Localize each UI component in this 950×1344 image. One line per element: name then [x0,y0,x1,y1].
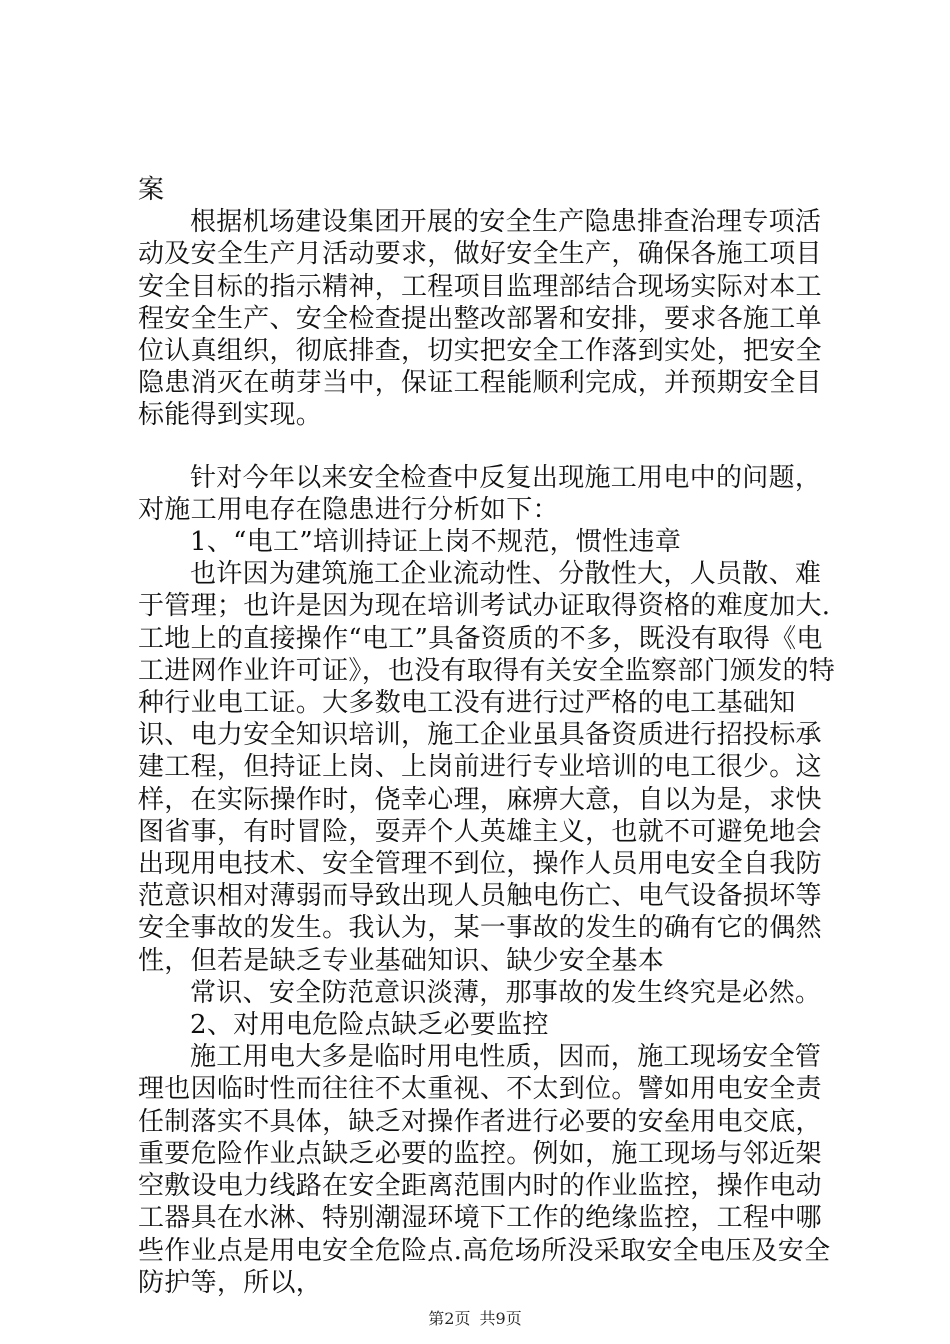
page-footer [0,1306,950,1329]
section-heading-2: 2、对用电危险点缺乏必要监控 [190,1010,549,1041]
paragraph-analysis-intro: 针对今年以来安全检查中反复出现施工用电中的问题，对施工用电存在隐患进行分析如下： [138,462,822,525]
page-number: 第2页 [428,1309,471,1328]
paragraph-intro: 根据机场建设集团开展的安全生产隐患排查治理专项活动及安全生产月活动要求，做好安全生产，确保各施工项目安全目标的指示精神，工程项目监理部结合现场实际对本工程安全生产、安全检查提出整改部署和安排，要求各施工单位认真组织，彻底排查，切实把安全工作落到实处，把安全隐患消灭在萌芽当中，保证工程能顺利完成，并预期安全目标能得到实现。 [138,207,822,431]
section-heading-1: 1、“电工”培训持证上岗不规范，惯性违章 [190,527,682,558]
paragraph-conclusion: 常识、安全防范意识淡薄，那事故的发生终究是必然。 [190,977,822,1008]
paragraph-spacer [138,432,838,462]
carry-over-line: 案 [138,175,165,205]
page-total: 共9页 [479,1309,522,1328]
paragraph-electrician-training: 也许因为建筑施工企业流动性、分散性大，人员散、难于管理；也许是因为现在培训考试办证取得资格的难度加大.工地上的直接操作“电工”具备资质的不多，既没有取得《电工进网作业许可证》，也没有取得有关安全监察部门颁发的特种行业电工证。大多数电工没有进行过严格的电工基础知识、电力安全知识培训，施工企业虽具备资质进行招投标承建工程，但持证上岗、上岗前进行专业培训的电工很少。这样，在实际操作时，侥幸心理，麻痹大意，自以为是，求快图省事，有时冒险，耍弄个人英雄主义，也就不可避免地会出现用电技术、安全管理不到位，操作人员用电安全自我防范意识相对薄弱而导致出现人员触电伤亡、电气设备损坏等安全事故的发生。我认为，某一事故的发生的确有它的偶然性，但若是缺乏专业基础知识、缺少安全基本 [138,559,836,976]
document-body [138,174,838,1299]
paragraph-monitoring: 施工用电大多是临时用电性质，因而，施工现场安全管理也因临时性而往往不太重视、不太到位。譬如用电安全责任制落实不具体，缺乏对操作者进行必要的安垒用电交底，重要危险作业点缺乏必要的监控。例如，施工现场与邻近架空敷设电力线路在安全距离范围内时的作业监控，操作电动工器具在水淋、特别潮湿环境下工作的绝缘监控，工程中哪些作业点是用电安全危险点.高危场所没采取安全电压及安全防护等，所以， [138,1042,831,1298]
